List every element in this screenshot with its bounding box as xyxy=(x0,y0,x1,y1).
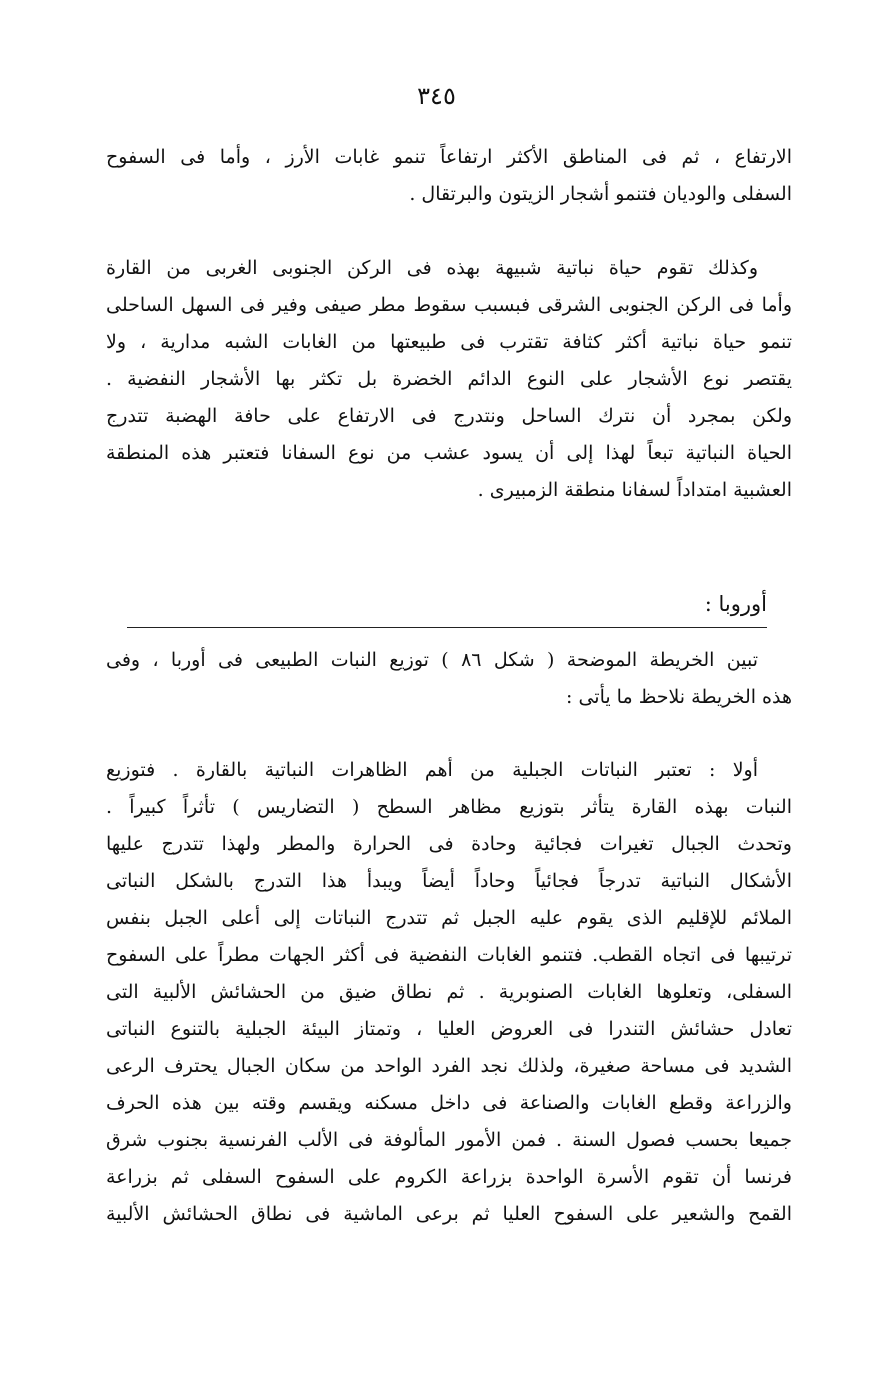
page-number: ٣٤٥ xyxy=(417,82,456,110)
paragraph-4 xyxy=(106,752,792,1233)
text-line: القمح والشعير على السفوح العليا ثم برعى الماشية فى نطاق الحشائش الألبية xyxy=(106,1203,792,1225)
text-line: العشبية امتداداً لسفانا منطقة الزمبيرى . xyxy=(477,479,792,501)
text-line: وكذلك تقوم حياة نباتية شبيهة بهذه فى الركن الجنوبى الغربى من القارة xyxy=(106,257,758,279)
text-line: النبات بهذه القارة يتأثر بتوزيع مظاهر السطح ( التضاريس ) تأثراً كبيراً . xyxy=(106,796,792,818)
paragraph-2 xyxy=(106,250,792,509)
text-line: تبين الخريطة الموضحة ( شكل ٨٦ ) توزيع النبات الطبيعى فى أوربا ، وفى xyxy=(106,649,759,671)
text-line: جميعا بحسب فصول السنة . فمن الأمور المألوفة فى الألب الفرنسية بجنوب شرق xyxy=(106,1129,792,1151)
text-line: الحياة النباتية تبعاً لهذا إلى أن يسود عشب من نوع السفانا فتعتبر هذه المنطقة xyxy=(106,442,792,464)
heading-divider xyxy=(127,627,767,628)
text-line: الارتفاع ، ثم فى المناطق الأكثر ارتفاعاً تنمو غابات الأرز ، وأما فى السفوح xyxy=(106,146,792,168)
text-line: يقتصر نوع الأشجار على النوع الدائم الخضرة بل تكثر بها الأشجار النفضية . xyxy=(106,368,792,390)
text-line: السفلى والوديان فتنمو أشجار الزيتون والبرتقال . xyxy=(409,183,792,205)
section-heading: أوروبا : xyxy=(704,592,767,616)
text-line: تنمو حياة نباتية أكثر كثافة تقترب فى طبيعتها من الغابات الشبه مدارية ، ولا xyxy=(106,331,792,353)
text-line: فرنسا أن تقوم الأسرة الواحدة بزراعة الكروم على السفوح السفلى ثم بزراعة xyxy=(106,1166,792,1188)
text-line: السفلى، وتعلوها الغابات الصنوبرية . ثم نطاق ضيق من الحشائش الألبية التى xyxy=(106,981,792,1003)
text-line: هذه الخريطة نلاحظ ما يأتى : xyxy=(566,686,792,708)
text-line: الأشكال النباتية تدرجاً فجائياً وحاداً أيضاً ويبدأ هذا التدرج بالشكل النباتى xyxy=(106,870,792,892)
text-line: أولا : تعتبر النباتات الجبلية من أهم الظاهرات النباتية بالقارة . فتوزيع xyxy=(106,759,758,781)
text-line: وأما فى الركن الجنوبى الشرقى فبسبب سقوط مطر صيفى وفير فى السهل الساحلى xyxy=(106,294,792,316)
text-line: والزراعة وقطع الغابات والصناعة فى داخل مسكنه ويقسم وقته بين هذه الحرف xyxy=(106,1092,792,1114)
text-line: ترتيبها فى اتجاه القطب. فتنمو الغابات النفضية فى أكثر الجهات مطراً على السفوح xyxy=(106,944,792,966)
text-line: وتحدث الجبال تغيرات فجائية وحادة فى الحرارة والمطر ولهذا تتدرج عليها xyxy=(106,833,792,855)
paragraph-3 xyxy=(106,642,792,716)
text-line: ولكن بمجرد أن نترك الساحل ونتدرج فى الارتفاع على حافة الهضبة تتدرج xyxy=(106,405,792,427)
paragraph-1 xyxy=(106,139,792,213)
text-line: الملائم للإقليم الذى يقوم عليه الجبل ثم تتدرج النباتات إلى أعلى الجبل بنفس xyxy=(106,907,792,929)
text-line: الشديد فى مساحة صغيرة، ولذلك نجد الفرد الواحد من سكان الجبال يحترف الرعى xyxy=(106,1055,792,1077)
text-line: تعادل حشائش التندرا فى العروض العليا ، وتمتاز البيئة الجبلية بالتنوع النباتى xyxy=(106,1018,792,1040)
